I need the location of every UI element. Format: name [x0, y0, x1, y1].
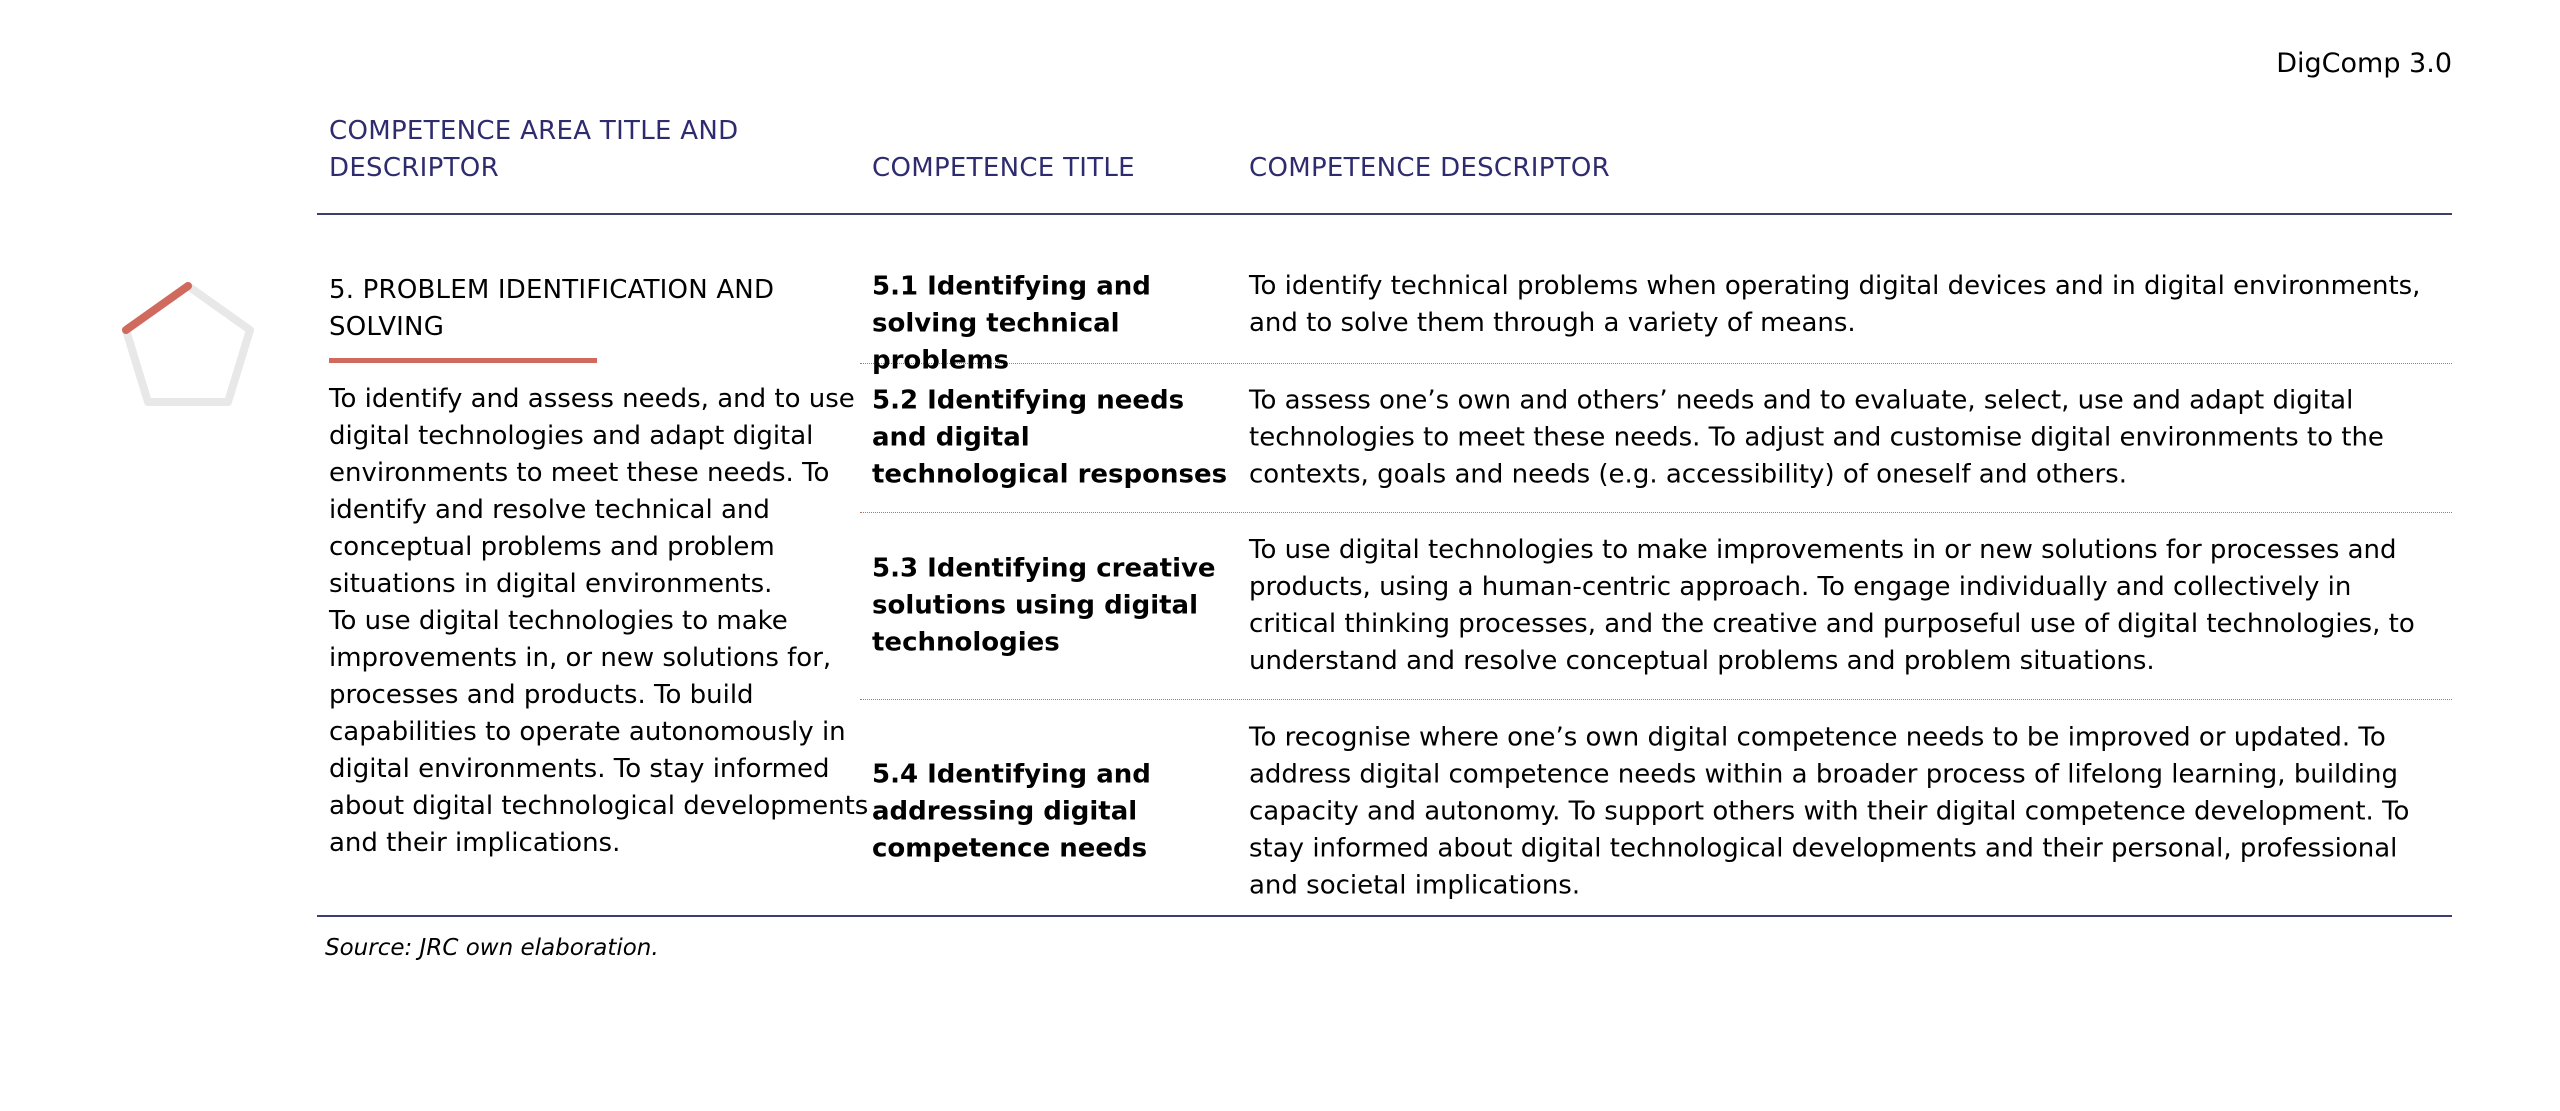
- area-title-underline: [329, 358, 597, 363]
- competence-title: 5.1 Identifying and solving technical problems: [872, 271, 1151, 376]
- competence-title: 5.2 Identifying needs and digital technological responses: [872, 385, 1228, 490]
- table-row: [860, 700, 2452, 916]
- table-row: [860, 513, 2452, 700]
- table-header-row: [317, 116, 2452, 215]
- competence-table: [317, 116, 2452, 917]
- area-descriptor-p1: To identify and assess needs, and to use digital technologies and adapt digital environments to meet these needs. To identify and resolve technical and conceptual problems and problem situations in digital environments.: [329, 384, 855, 599]
- table-body: [317, 215, 2452, 917]
- area-descriptor-p2: To use digital technologies to make improvements in, or new solutions for, processes and products. To build capabilities to operate autonomously in digital environments. To stay informed about digital technological developments and their implications.: [329, 606, 869, 858]
- document-title: DigComp 3.0: [2276, 48, 2452, 79]
- table-row: [860, 364, 2452, 513]
- header-title: COMPETENCE TITLE: [872, 153, 1135, 183]
- competence-area: [329, 272, 869, 862]
- table-row: [860, 215, 2452, 376]
- competence-descriptor: To use digital technologies to make improvements in or new solutions for processes and products, using a human-centric approach. To engage individually and collectively in critical thinking processes, and the creative and purposeful use of digital technologies, to understand and resolve conceptual problems and problem situations.: [1249, 535, 2415, 676]
- header-area: COMPETENCE AREA TITLE AND DESCRIPTOR: [329, 116, 739, 183]
- area-title: 5. PROBLEM IDENTIFICATION AND SOLVING: [329, 275, 775, 342]
- competence-rows: [860, 215, 2452, 916]
- competence-title: 5.3 Identifying creative solutions using digital technologies: [872, 553, 1216, 658]
- competence-descriptor: To assess one’s own and others’ needs and to evaluate, select, use and adapt digital technologies to meet these needs. To adjust and customise digital environments to the contexts, goals and needs (e.g. accessibility) of oneself and others.: [1249, 385, 2384, 490]
- source-note: Source: JRC own elaboration.: [325, 935, 659, 961]
- competence-descriptor: To identify technical problems when operating digital devices and in digital environments, and to solve them through a variety of means.: [1249, 271, 2421, 338]
- competence-title: 5.4 Identifying and addressing digital competence needs: [872, 759, 1151, 864]
- area-descriptor: [329, 381, 869, 862]
- pentagon-icon: [118, 278, 258, 418]
- competence-descriptor: To recognise where one’s own digital competence needs to be improved or updated. To address digital competence needs within a broader process of lifelong learning, building capacity and autonomy. To support others with their digital competence development. To stay informed about digital technological developments and their personal, professional and societal implications.: [1249, 722, 2410, 901]
- header-descriptor: COMPETENCE DESCRIPTOR: [1249, 153, 1610, 183]
